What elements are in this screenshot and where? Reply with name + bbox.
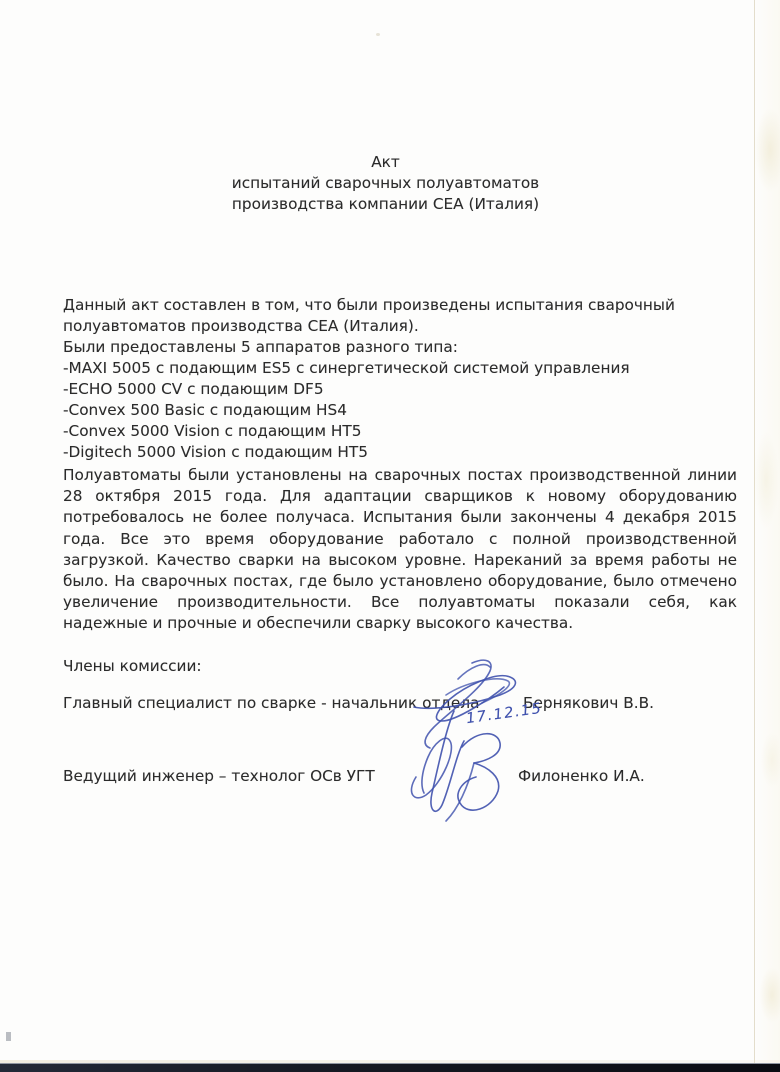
scan-speck: [376, 33, 380, 36]
scan-speck: [6, 1032, 11, 1041]
scan-edge-right: [754, 0, 780, 1064]
equipment-item: -Convex 5000 Vision с подающим HT5: [63, 422, 362, 440]
intro-line: Были предоставлены 5 аппаратов разного типа:: [63, 338, 458, 356]
equipment-item: -ECHO 5000 CV с подающим DF5: [63, 380, 324, 398]
title-line: Акт: [371, 153, 400, 171]
equipment-item: -MAXI 5005 с подающим ES5 с синергетической системой управления: [63, 359, 630, 377]
signatory-role-2: Ведущий инженер – технолог ОСв УГТ: [63, 767, 375, 785]
signatory-name-2: Филоненко И.А.: [518, 767, 645, 785]
signature-2: [398, 706, 530, 826]
commission-label: Члены комиссии:: [63, 657, 202, 675]
intro-line: полуавтоматов производства CEA (Италия).: [63, 317, 419, 335]
intro-line: Данный акт составлен в том, что были произведены испытания сварочный: [63, 296, 675, 314]
title-line: испытаний сварочных полуавтоматов: [231, 174, 540, 192]
intro-paragraph: [63, 295, 753, 463]
body-paragraph: Полуавтоматы были установлены на сварочных постах производственной линии 28 октября 2015 года. Для адаптации сварщиков к новому оборудованию потребовалось не более получаса. Испытания были закончены 4 декабря 2015 года. Все это время оборудование работало с полной производственной загрузкой. Качество сварки на высоком уровне. Нареканий за время работы не было. На сварочных постах, где было установлено оборудование, было отмечено увеличение производительности. Все полуавтоматы показали себя, как надежные и прочные и обеспечили сварку высокого качества.: [63, 466, 737, 633]
equipment-item: -Digitech 5000 Vision с подающим HT5: [63, 443, 368, 461]
handwritten-date: 17.12.15: [465, 700, 544, 728]
equipment-item: -Convex 500 Basic с подающим HS4: [63, 401, 347, 419]
scan-edge-right-line: [754, 0, 755, 1064]
signatory-role-1: Главный специалист по сварке - начальник отдела: [63, 694, 480, 712]
signatory-name-1: Бернякович В.В.: [523, 694, 654, 712]
scan-edge-bottom: [0, 1063, 780, 1072]
document-title: [63, 152, 708, 215]
title-line: производства компании CEA (Италия): [231, 195, 540, 213]
